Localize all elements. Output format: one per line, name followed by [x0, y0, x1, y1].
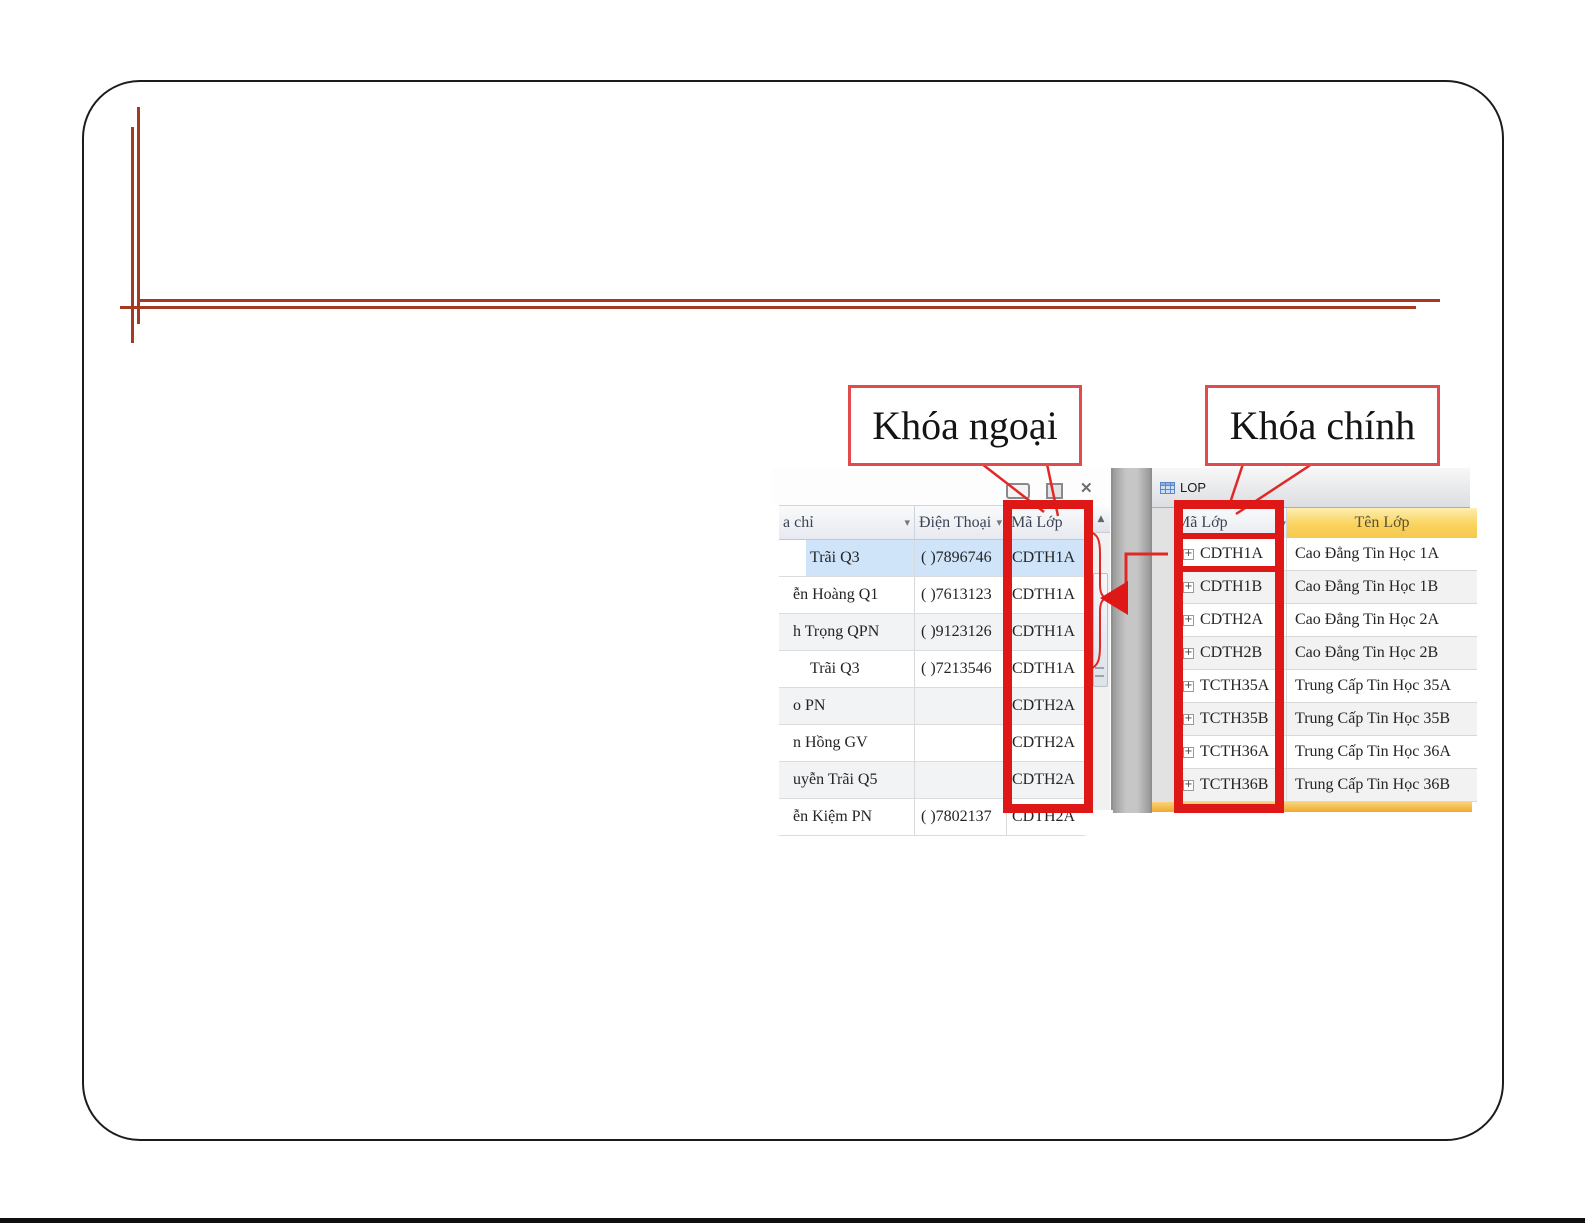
table-row[interactable]: + CDTH1A Cao Đẳng Tin Học 1A — [1176, 538, 1477, 571]
dropdown-arrow-icon[interactable]: ▾ — [1280, 517, 1286, 530]
expand-icon[interactable]: + — [1184, 580, 1193, 592]
column-header-ten-lop[interactable]: Tên Lớp — [1287, 508, 1477, 538]
foreign-key-callout — [848, 385, 1082, 466]
vertical-scrollbar[interactable] — [1091, 505, 1110, 810]
table-row[interactable]: h Trọng QPN ( )9123126 CDTH1A — [779, 614, 1085, 651]
primary-key-callout-label: Khóa chính — [1229, 403, 1416, 448]
expand-icon[interactable]: + — [1184, 712, 1193, 724]
decor-line-horizontal-1 — [137, 299, 1440, 302]
table-icon — [1160, 482, 1175, 494]
column-header-ma-lop[interactable]: Mã Lớp ▾ — [1176, 508, 1287, 538]
table-row[interactable]: + CDTH1B Cao Đẳng Tin Học 1B — [1176, 571, 1477, 604]
table-row[interactable]: uyễn Trãi Q5 CDTH2A — [779, 762, 1085, 799]
table-row[interactable]: Trãi Q3 ( )7896746 CDTH1A — [779, 540, 1085, 577]
expand-icon[interactable]: + — [1184, 547, 1193, 559]
window-restore-icon[interactable] — [1006, 483, 1030, 499]
tab-label: LOP — [1180, 480, 1207, 495]
record-selector-column[interactable] — [1152, 508, 1176, 802]
primary-key-rectangle-divider — [1183, 566, 1275, 572]
window-maximize-icon[interactable] — [1046, 483, 1063, 499]
table-row[interactable]: + TCTH35A Trung Cấp Tin Học 35A — [1176, 670, 1477, 703]
expand-icon[interactable]: + — [1184, 778, 1193, 790]
column-header-ma-lop[interactable]: Mã Lớp — [1011, 513, 1063, 531]
decor-line-vertical-2 — [131, 127, 134, 343]
expand-icon[interactable]: + — [1184, 613, 1193, 625]
table-row[interactable]: ễn Hoàng Q1 ( )7613123 CDTH1A — [779, 577, 1085, 614]
table-row[interactable]: + TCTH36B Trung Cấp Tin Học 36B — [1176, 769, 1477, 802]
primary-key-rectangle-divider — [1183, 533, 1275, 539]
scrollbar-grip — [1095, 667, 1104, 677]
expand-icon[interactable]: + — [1184, 646, 1193, 658]
dropdown-arrow-icon[interactable]: ▾ — [904, 517, 910, 529]
table-row[interactable]: Trãi Q3 ( )7213546 CDTH1A — [779, 651, 1085, 688]
table-row[interactable]: + TCTH35B Trung Cấp Tin Học 35B — [1176, 703, 1477, 736]
dropdown-arrow-icon[interactable]: ▾ — [996, 517, 1002, 529]
table-row[interactable]: ễn Kiệm PN ( )7802137 CDTH2A — [779, 799, 1085, 836]
primary-key-callout — [1205, 385, 1440, 466]
table-row[interactable]: o PN CDTH2A — [779, 688, 1085, 725]
column-header-dia-chi[interactable]: a chỉ ▾ — [779, 506, 915, 539]
decor-line-vertical-1 — [137, 107, 140, 324]
primary-key-highlight-rectangle — [1174, 500, 1284, 813]
column-header-dien-thoai[interactable]: Điện Thoại ▾ — [915, 506, 1007, 539]
table-row[interactable]: + CDTH2B Cao Đẳng Tin Học 2B — [1176, 637, 1477, 670]
scroll-up-icon[interactable]: ▲ — [1092, 505, 1110, 533]
table-row[interactable]: + TCTH36A Trung Cấp Tin Học 36A — [1176, 736, 1477, 769]
page-bottom-rule — [0, 1218, 1585, 1223]
window-gap-divider — [1113, 468, 1150, 813]
window-close-icon[interactable]: ✕ — [1080, 480, 1093, 497]
foreign-key-highlight-rectangle — [1003, 500, 1093, 813]
table-row[interactable]: + CDTH2A Cao Đẳng Tin Học 2A — [1176, 604, 1477, 637]
decor-line-horizontal-2 — [120, 306, 1416, 309]
table-row[interactable]: n Hồng GV CDTH2A — [779, 725, 1085, 762]
expand-icon[interactable]: + — [1184, 679, 1193, 691]
expand-icon[interactable]: + — [1184, 745, 1193, 757]
foreign-key-callout-label: Khóa ngoại — [872, 403, 1058, 448]
